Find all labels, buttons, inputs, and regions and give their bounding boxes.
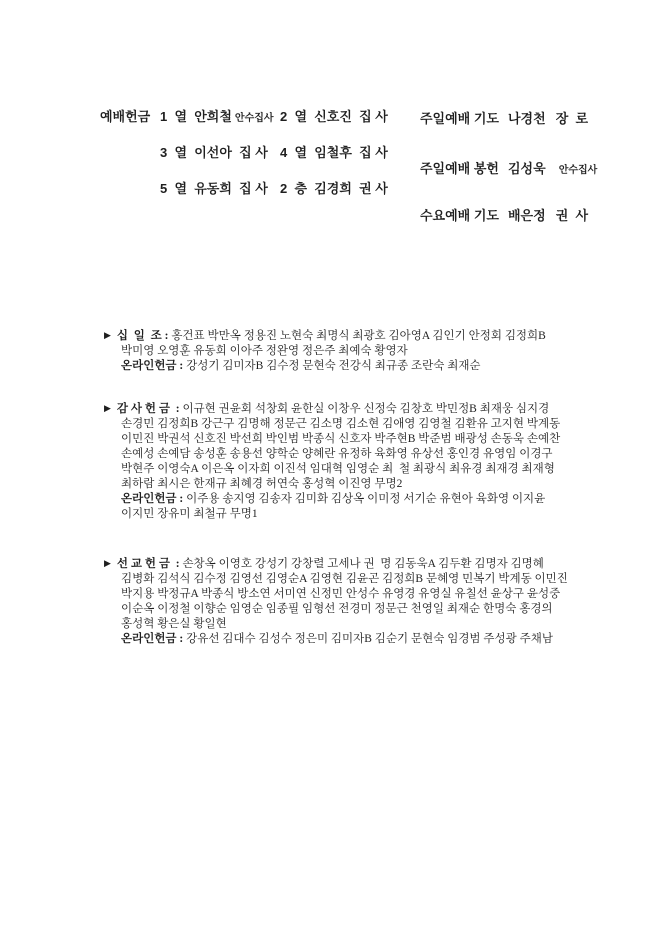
bullet-icon: ▶ [104,403,111,413]
prayer-person-name: 나경천 [508,111,546,126]
mission-online-line [104,632,604,647]
offering-row [160,142,388,178]
offering-entry-text: 1 열 안희철 [160,109,232,124]
worship-offering-rows [160,106,388,214]
thanks-online-names-2: 이지민 장유미 최철규 무명1 [121,508,258,520]
bullet-icon: ▶ [104,330,111,340]
prayer-person-title-small: 안수집사 [558,165,598,176]
section-thanksgiving [104,402,604,522]
thanks-names-6: 최하람 최시은 한재규 최혜경 허연숙 홍성혁 이진영 무명2 [121,478,403,490]
thanks-names-5: 박현주 이영숙A 이은옥 이자희 이진석 임대혁 임영순 최 철 최광식 최유경 최재경 최재형 [121,463,555,475]
thanks-names-4: 손예성 손예담 송성훈 송용선 양학순 양혜란 유정하 육화영 유상선 홍인경 유영임 이경구 [121,448,553,460]
section-mission [104,557,604,647]
bullet-icon: ▶ [104,558,111,568]
mission-names-3: 박지용 박정규A 박종식 방소연 서미연 신정민 안성수 유영경 유영실 유칠선 윤상구 윤성중 [121,588,561,600]
mission-names-5: 홍성혁 황은실 황일현 [121,618,227,630]
mission-header-line [104,557,604,572]
prayer-row [420,108,591,127]
tithe-section-title: 십 일 조 : [116,330,169,342]
prayer-person-name: 배은정 [508,208,546,223]
offering-entry-text: 5 열 유동희 집 사 [160,181,268,196]
offering-seat-entry: 2 층 김경희 권 사 [280,181,388,196]
thanks-names-3: 이민진 박권석 신호진 박선희 박인범 박종식 신호자 박주현B 박준범 배광성 손동욱 손예찬 [121,433,561,445]
offering-seat-entry: 2 열 신호진 집 사 [280,109,388,124]
prayer-person-name: 김성욱 [508,161,546,176]
prayer-person-title: 장 로 [555,111,589,126]
mission-names-1: 손창옥 이영호 강성기 강창렬 고세나 권 명 김동욱A 김두환 김명자 김명혜 [182,558,544,570]
tithe-online-line [104,359,604,374]
offering-row [160,106,388,142]
mission-online-names: 강유선 김대수 김성수 정은미 김미자B 김순기 문현숙 임경범 주성광 주채남 [186,633,553,645]
tithe-online-names: 강성기 김미자B 김수정 문현숙 전강식 최규종 조란숙 최재순 [186,360,481,372]
prayer-row [420,158,597,177]
thanks-online-line [104,492,604,507]
online-offering-label: 온라인헌금 : [121,360,184,372]
thanks-section-title: 감 사 헌 금 : [116,403,180,415]
tithe-names-1: 홍건표 박만옥 정용진 노현숙 최명식 최광호 김아영A 김인기 안정회 김정희B [171,330,546,342]
thanks-online-names-1: 이주용 송지영 김송자 김미화 김상옥 이미정 서기순 유현아 육화영 이지윤 [186,493,546,505]
prayer-row [420,205,591,224]
offering-entry-title-small: 안수집사 [234,113,274,124]
offering-entry-text: 3 열 이선아 집 사 [160,145,268,160]
offering-row [160,178,388,214]
thanks-names-1: 이규현 권윤회 석창회 윤한실 이창우 신정숙 김창호 박민정B 최재웅 심지경 [182,403,550,415]
mission-names-2: 김병화 김석식 김수정 김영선 김영순A 김영현 김윤곤 김정희B 문혜영 민복기 박계동 이민진 [121,573,568,585]
prayer-role-label: 주일예배 봉헌 [420,161,499,176]
offering-seat-entry [160,178,280,197]
prayer-person-title: 권 사 [555,208,589,223]
section-tithe [104,329,604,374]
thanks-header-line [104,402,604,417]
online-offering-label: 온라인헌금 : [121,493,184,505]
prayer-role-label: 수요예배 기도 [420,208,499,223]
worship-offering-label: 예배헌금 [100,109,151,124]
offering-seat-entry: 4 열 임철후 집 사 [280,145,388,160]
mission-section-title: 선 교 헌 금 : [116,558,180,570]
mission-names-4: 이순옥 이정철 이향순 임영순 임종필 임형선 전경미 정문근 천영일 최재순 한명숙 홍경의 [121,603,553,615]
tithe-names-2: 박미영 오영훈 유동희 이아주 정완영 정은주 최예숙 황영자 [121,345,408,357]
offering-seat-entry [160,106,280,125]
prayer-role-label: 주일예배 기도 [420,111,499,126]
offering-seat-entry [160,142,280,161]
tithe-header-line [104,329,604,344]
online-offering-label: 온라인헌금 : [121,633,184,645]
thanks-names-2: 손경민 김정희B 강근구 김명해 정문근 김소명 김소현 김애영 김영철 김환유 고지현 박계동 [121,418,561,430]
